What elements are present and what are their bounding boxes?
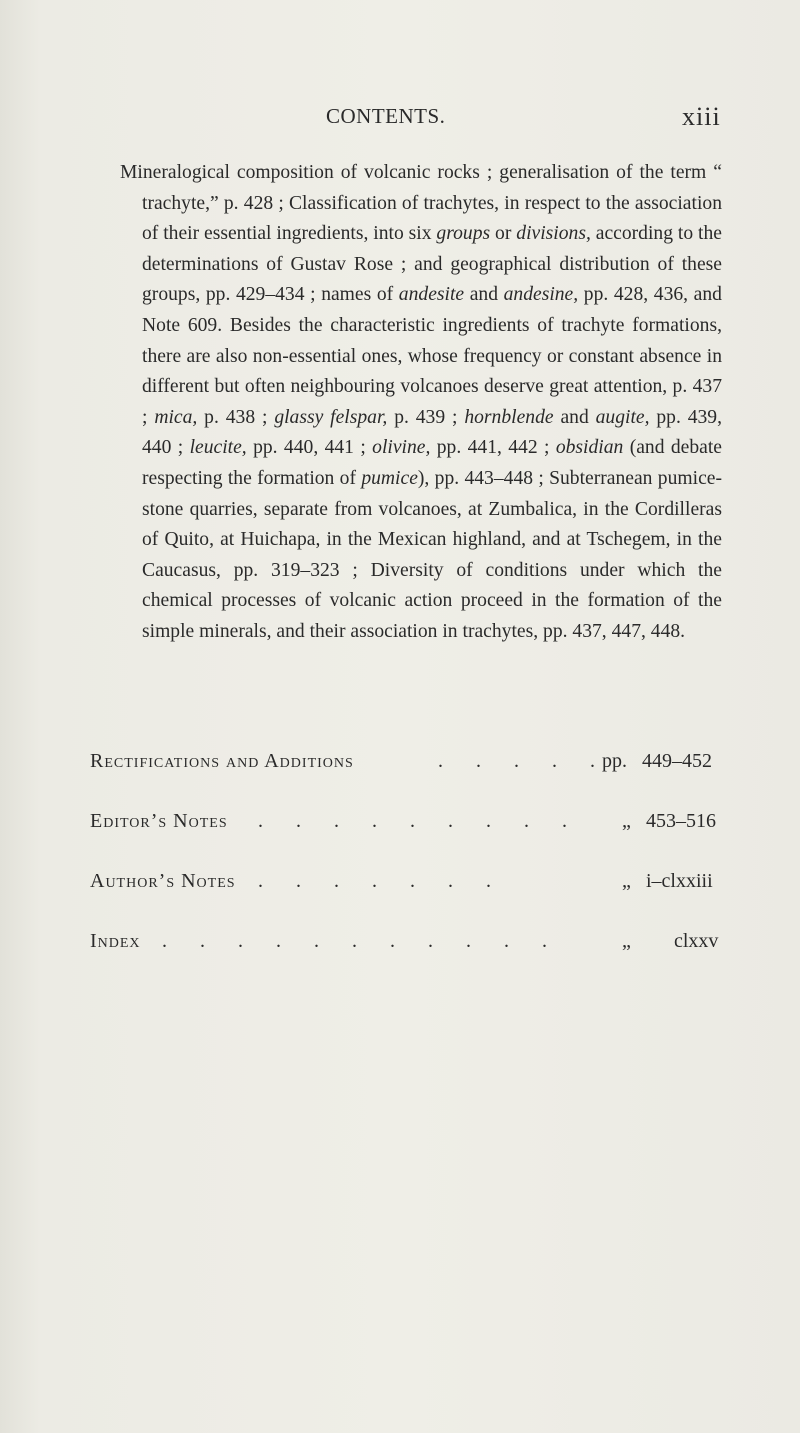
text-run: and (553, 406, 596, 428)
toc-entry-rectifications (90, 750, 740, 810)
toc-leader-dots: . . . . . . . (258, 870, 505, 892)
toc-leader-dots: . . . . . . . . . . . (162, 930, 561, 952)
toc-entry-index (90, 930, 740, 990)
toc-page-prefix: „ (622, 930, 631, 952)
toc-label: Index (90, 930, 141, 952)
text-run: pp. 440, 441 ; (246, 437, 373, 459)
toc-page-prefix: „ (622, 810, 631, 832)
italic-term: andesite (398, 284, 465, 306)
italic-term: glassy felspar, (274, 406, 388, 428)
page-number: xiii (682, 102, 721, 131)
toc-page-prefix: „ (622, 870, 631, 892)
running-title: CONTENTS. (326, 104, 446, 128)
toc-page-prefix: pp. (602, 750, 627, 772)
page-header (0, 100, 800, 140)
text-run: Mineralogical composition of volcanic rocks ; generalisation of the term “ trachyte,” p. 428 ; Classification of trachytes, in respect to the association of their essential ingredients, into six (120, 162, 722, 245)
toc-pages: i–clxxiii (646, 870, 713, 892)
toc-pages: 453–516 (646, 810, 716, 832)
text-run: pp. 428, 436, and Note 609. Besides the characteristic ingredients of trachyte formations, there are also non-essential ones, whose frequency or constant absence in different but often neighbouring volcanoes deserve great attention, p. 437 ; (142, 284, 722, 428)
italic-term: leucite, (189, 437, 247, 459)
toc-label: Rectifications and Additions (90, 750, 354, 772)
toc-label: Editor’s Notes (90, 810, 228, 832)
text-run: or (490, 223, 517, 245)
italic-term: groups (436, 223, 491, 245)
text-run: and (464, 284, 504, 306)
toc-entry-editors-notes (90, 810, 740, 870)
toc-pages: clxxv (674, 930, 719, 952)
italic-term: obsidian (555, 437, 624, 459)
italic-term: andesine, (503, 284, 579, 306)
toc-pages: 449–452 (642, 750, 712, 772)
italic-term: hornblende (464, 406, 554, 428)
text-run: p. 439 ; (387, 406, 465, 428)
toc-label: Author’s Notes (90, 870, 236, 892)
italic-term: pumice (361, 467, 418, 489)
text-run: pp. 441, 442 ; (430, 437, 556, 459)
italic-term: divisions, (516, 223, 591, 245)
toc-leader-dots: . . . . . . . . . (258, 810, 581, 832)
toc-leader-dots: . . . . . (438, 750, 609, 772)
text-run: p. 438 ; (197, 406, 275, 428)
text-run: (and debate respecting the formation of (142, 437, 723, 489)
text-run: ), pp. 443–448 ; Subterranean pumice-stone quarries, separate from volcanoes, at Zumbalica, in the Cordilleras of Quito, at Huichapa, in the Mexican highland, and at Tschegem, in the Caucasus, pp. 319–323 ; Diversity of conditions under which the chemical processes of volcanic action proceed in the formation of the simple minerals, and their association in trachytes, pp. 437, 447, 448. (142, 467, 722, 642)
text-run: pp. 439, 440 ; (142, 406, 722, 459)
toc-entry-authors-notes (90, 870, 740, 930)
italic-term: mica, (154, 406, 198, 428)
italic-term: augite, (595, 406, 650, 428)
paragraph-text (120, 158, 722, 648)
toc-list (90, 750, 740, 990)
italic-term: olivine, (372, 437, 431, 459)
contents-paragraph (120, 158, 722, 648)
text-run: according to the determinations of Gustav Rose ; and geographical distribution of these groups, pp. 429–434 ; names of (142, 223, 722, 306)
